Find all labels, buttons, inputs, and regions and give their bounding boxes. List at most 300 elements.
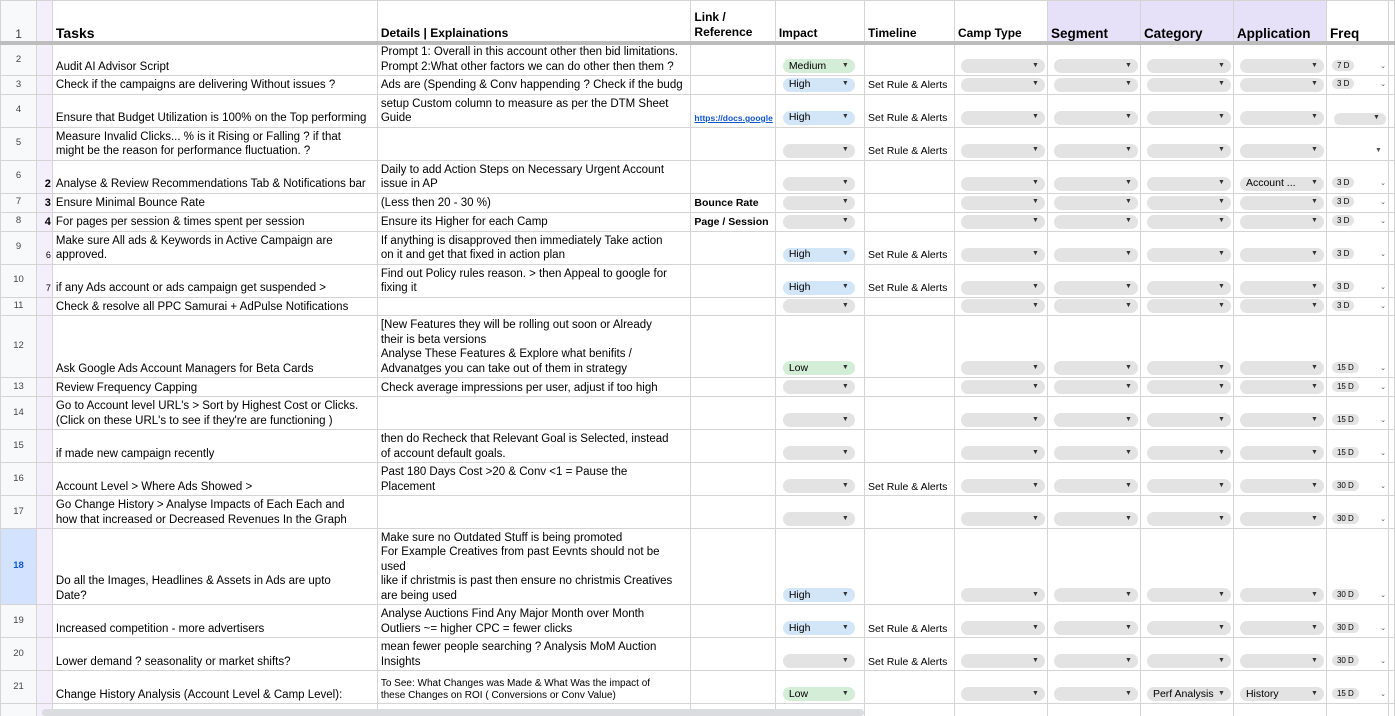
link-cell[interactable]: [691, 378, 775, 397]
timeline-cell[interactable]: [865, 529, 955, 605]
freq-dropdown[interactable]: 3 D: [1332, 177, 1354, 188]
row-number[interactable]: 20: [1, 638, 37, 671]
camp-type-cell[interactable]: [954, 316, 1047, 378]
freq-cell[interactable]: [1326, 76, 1388, 95]
timeline-cell[interactable]: [865, 212, 955, 231]
task-cell[interactable]: Ensure Minimal Bounce Rate: [52, 193, 377, 212]
link-cell[interactable]: [691, 127, 775, 160]
task-cell[interactable]: Do all the Images, Headlines & Assets in Ads are upto Date?: [52, 529, 377, 605]
link-cell[interactable]: [691, 94, 775, 127]
timeline-cell[interactable]: [865, 496, 955, 529]
header-timeline[interactable]: Timeline: [865, 1, 955, 43]
link-cell[interactable]: [691, 463, 775, 496]
application-dropdown[interactable]: [1240, 361, 1324, 375]
link-cell[interactable]: Bounce Rate: [691, 193, 775, 212]
segment-cell[interactable]: [1047, 212, 1140, 231]
reference-link[interactable]: https://docs.google: [694, 113, 773, 123]
application-cell[interactable]: [1233, 496, 1326, 529]
impact-dropdown[interactable]: High ▼: [783, 78, 855, 92]
impact-cell[interactable]: [775, 264, 864, 297]
freq-cell[interactable]: [1326, 94, 1388, 127]
segment-cell[interactable]: [1047, 160, 1140, 193]
application-dropdown[interactable]: [1240, 479, 1324, 493]
row-number[interactable]: 5: [1, 127, 37, 160]
header-details[interactable]: Details | Explainations: [377, 1, 691, 43]
camp-type-dropdown[interactable]: [961, 479, 1045, 493]
impact-dropdown[interactable]: [783, 196, 855, 210]
freq-cell[interactable]: [1326, 463, 1388, 496]
timeline-cell[interactable]: [865, 160, 955, 193]
segment-dropdown[interactable]: [1054, 687, 1138, 701]
segment-cell[interactable]: [1047, 76, 1140, 95]
row-number[interactable]: 17: [1, 496, 37, 529]
details-cell[interactable]: Analyse Auctions Find Any Major Month over Month Outliers ~= higher CPC = fewer clicks: [377, 605, 691, 638]
impact-cell[interactable]: [775, 671, 864, 704]
timeline-cell[interactable]: Set Rule & Alerts: [865, 127, 955, 160]
category-cell[interactable]: [1140, 605, 1233, 638]
camp-type-dropdown[interactable]: [961, 59, 1045, 73]
timeline-cell[interactable]: Set Rule & Alerts: [865, 264, 955, 297]
segment-dropdown[interactable]: [1054, 512, 1138, 526]
application-cell[interactable]: [1233, 231, 1326, 264]
application-cell[interactable]: [1233, 671, 1326, 704]
row-number[interactable]: 21: [1, 671, 37, 704]
freq-cell[interactable]: [1326, 193, 1388, 212]
impact-dropdown[interactable]: [783, 299, 855, 313]
impact-cell[interactable]: [775, 529, 864, 605]
link-cell[interactable]: [691, 231, 775, 264]
camp-type-dropdown[interactable]: [961, 512, 1045, 526]
impact-cell[interactable]: [775, 76, 864, 95]
camp-type-cell[interactable]: [954, 76, 1047, 95]
category-dropdown[interactable]: [1147, 281, 1231, 295]
link-cell[interactable]: [691, 496, 775, 529]
task-cell[interactable]: if any Ads account or ads campaign get suspended >: [52, 264, 377, 297]
details-cell[interactable]: Find out Policy rules reason. > then Appeal to google for fixing it: [377, 264, 691, 297]
segment-dropdown[interactable]: [1054, 299, 1138, 313]
row-number[interactable]: 6: [1, 160, 37, 193]
impact-cell[interactable]: [775, 94, 864, 127]
application-cell[interactable]: [1233, 463, 1326, 496]
details-cell[interactable]: [New Features they will be rolling out soon or Already their is beta versions Analyse These Features & Explore what benifits / Advanatges you can take out of them in strategy: [377, 316, 691, 378]
timeline-cell[interactable]: [865, 43, 955, 76]
segment-dropdown[interactable]: [1054, 248, 1138, 262]
segment-cell[interactable]: [1047, 605, 1140, 638]
camp-type-dropdown[interactable]: [961, 687, 1045, 701]
freq-cell[interactable]: [1326, 671, 1388, 704]
application-dropdown[interactable]: [1240, 512, 1324, 526]
camp-type-cell[interactable]: [954, 43, 1047, 76]
camp-type-cell[interactable]: [954, 94, 1047, 127]
details-cell[interactable]: (Less then 20 - 30 %): [377, 193, 691, 212]
impact-dropdown[interactable]: High ▼: [783, 621, 855, 635]
camp-type-dropdown[interactable]: [961, 177, 1045, 191]
application-cell[interactable]: [1233, 43, 1326, 76]
freq-dropdown[interactable]: 15 D: [1332, 688, 1359, 699]
segment-dropdown[interactable]: [1054, 78, 1138, 92]
camp-type-dropdown[interactable]: [961, 446, 1045, 460]
category-dropdown[interactable]: [1147, 59, 1231, 73]
impact-dropdown[interactable]: Medium ▼: [783, 59, 855, 73]
segment-cell[interactable]: [1047, 430, 1140, 463]
row-number[interactable]: 7: [1, 193, 37, 212]
impact-cell[interactable]: [775, 378, 864, 397]
camp-type-cell[interactable]: [954, 671, 1047, 704]
application-cell[interactable]: [1233, 297, 1326, 316]
camp-type-dropdown[interactable]: [961, 380, 1045, 394]
application-cell[interactable]: [1233, 638, 1326, 671]
row-number[interactable]: 12: [1, 316, 37, 378]
category-dropdown[interactable]: [1147, 215, 1231, 229]
segment-cell[interactable]: [1047, 529, 1140, 605]
timeline-cell[interactable]: [865, 430, 955, 463]
row-number[interactable]: 19: [1, 605, 37, 638]
impact-dropdown[interactable]: [783, 446, 855, 460]
caret-down-icon[interactable]: ▼: [1375, 147, 1382, 154]
category-cell[interactable]: [1140, 397, 1233, 430]
impact-dropdown[interactable]: [783, 380, 855, 394]
camp-type-dropdown[interactable]: [961, 654, 1045, 668]
details-cell[interactable]: [377, 397, 691, 430]
category-dropdown[interactable]: [1147, 248, 1231, 262]
application-dropdown[interactable]: History ▼: [1240, 687, 1324, 701]
freq-dropdown[interactable]: 15 D: [1332, 447, 1359, 458]
task-cell[interactable]: Change History Analysis (Account Level & Camp Level):: [52, 671, 377, 704]
task-cell[interactable]: Review Frequency Capping: [52, 378, 377, 397]
impact-cell[interactable]: [775, 463, 864, 496]
horizontal-scrollbar[interactable]: [42, 709, 864, 716]
segment-cell[interactable]: [1047, 43, 1140, 76]
camp-type-cell[interactable]: [954, 529, 1047, 605]
category-cell[interactable]: [1140, 231, 1233, 264]
segment-dropdown[interactable]: [1054, 654, 1138, 668]
camp-type-dropdown[interactable]: [961, 299, 1045, 313]
application-dropdown[interactable]: [1240, 621, 1324, 635]
category-dropdown[interactable]: [1147, 196, 1231, 210]
freq-cell[interactable]: [1326, 297, 1388, 316]
row-number[interactable]: 2: [1, 43, 37, 76]
segment-dropdown[interactable]: [1054, 177, 1138, 191]
timeline-cell[interactable]: Set Rule & Alerts: [865, 638, 955, 671]
category-dropdown[interactable]: [1147, 78, 1231, 92]
application-cell[interactable]: [1233, 529, 1326, 605]
segment-cell[interactable]: [1047, 397, 1140, 430]
segment-cell[interactable]: [1047, 638, 1140, 671]
freq-cell[interactable]: [1326, 316, 1388, 378]
segment-dropdown[interactable]: [1054, 588, 1138, 602]
link-cell[interactable]: [691, 529, 775, 605]
impact-cell[interactable]: [775, 160, 864, 193]
row-number[interactable]: 15: [1, 430, 37, 463]
task-cell[interactable]: Ask Google Ads Account Managers for Beta Cards: [52, 316, 377, 378]
camp-type-dropdown[interactable]: [961, 413, 1045, 427]
freq-cell[interactable]: [1326, 430, 1388, 463]
segment-cell[interactable]: [1047, 231, 1140, 264]
application-dropdown[interactable]: [1240, 248, 1324, 262]
application-dropdown[interactable]: [1240, 281, 1324, 295]
freq-dropdown[interactable]: 30 D: [1332, 655, 1359, 666]
camp-type-cell[interactable]: [954, 297, 1047, 316]
freq-dropdown[interactable]: 15 D: [1332, 362, 1359, 373]
category-dropdown[interactable]: [1147, 361, 1231, 375]
application-dropdown[interactable]: [1240, 196, 1324, 210]
impact-cell[interactable]: [775, 605, 864, 638]
freq-cell[interactable]: [1326, 127, 1388, 160]
camp-type-cell[interactable]: [954, 496, 1047, 529]
application-dropdown[interactable]: [1240, 413, 1324, 427]
timeline-cell[interactable]: [865, 316, 955, 378]
timeline-cell[interactable]: [865, 193, 955, 212]
impact-dropdown[interactable]: [783, 177, 855, 191]
segment-dropdown[interactable]: [1054, 380, 1138, 394]
details-cell[interactable]: Prompt 1: Overall in this account other then bid limitations. Prompt 2:What other factors we can do other then them ?: [377, 43, 691, 76]
freq-dropdown[interactable]: 30 D: [1332, 480, 1359, 491]
header-segment[interactable]: Segment: [1047, 1, 1140, 43]
camp-type-cell[interactable]: [954, 605, 1047, 638]
impact-cell[interactable]: [775, 316, 864, 378]
freq-dropdown[interactable]: 30 D: [1332, 513, 1359, 524]
link-cell[interactable]: [691, 671, 775, 704]
impact-dropdown[interactable]: [783, 654, 855, 668]
row-number[interactable]: 4: [1, 94, 37, 127]
task-cell[interactable]: if made new campaign recently: [52, 430, 377, 463]
details-cell[interactable]: Past 180 Days Cost >20 & Conv <1 = Pause the Placement: [377, 463, 691, 496]
task-cell[interactable]: Go to Account level URL's > Sort by Highest Cost or Clicks. (Click on these URL's to see if they're are functioning ): [52, 397, 377, 430]
row-number[interactable]: 11: [1, 297, 37, 316]
impact-dropdown[interactable]: [783, 479, 855, 493]
category-cell[interactable]: [1140, 193, 1233, 212]
row-number[interactable]: 3: [1, 76, 37, 95]
application-cell[interactable]: [1233, 397, 1326, 430]
timeline-cell[interactable]: [865, 397, 955, 430]
freq-dropdown[interactable]: [1334, 113, 1386, 125]
link-cell[interactable]: [691, 638, 775, 671]
impact-dropdown[interactable]: High ▼: [783, 281, 855, 295]
impact-cell[interactable]: [775, 231, 864, 264]
timeline-cell[interactable]: Set Rule & Alerts: [865, 94, 955, 127]
camp-type-cell[interactable]: [954, 638, 1047, 671]
camp-type-dropdown[interactable]: [961, 248, 1045, 262]
timeline-cell[interactable]: Set Rule & Alerts: [865, 231, 955, 264]
freq-cell[interactable]: [1326, 212, 1388, 231]
category-dropdown[interactable]: [1147, 588, 1231, 602]
link-cell[interactable]: Page / Session: [691, 212, 775, 231]
impact-cell[interactable]: [775, 496, 864, 529]
link-cell[interactable]: [691, 430, 775, 463]
application-cell[interactable]: [1233, 378, 1326, 397]
link-cell[interactable]: [691, 605, 775, 638]
timeline-cell[interactable]: Set Rule & Alerts: [865, 463, 955, 496]
details-cell[interactable]: Ensure its Higher for each Camp: [377, 212, 691, 231]
impact-cell[interactable]: [775, 127, 864, 160]
camp-type-cell[interactable]: [954, 430, 1047, 463]
freq-dropdown[interactable]: 30 D: [1332, 622, 1359, 633]
category-cell[interactable]: [1140, 264, 1233, 297]
segment-cell[interactable]: [1047, 378, 1140, 397]
category-cell[interactable]: [1140, 529, 1233, 605]
application-dropdown[interactable]: [1240, 380, 1324, 394]
row-number[interactable]: 8: [1, 212, 37, 231]
details-cell[interactable]: Ads are (Spending & Conv happending ? Check if the budg: [377, 76, 691, 95]
camp-type-cell[interactable]: [954, 397, 1047, 430]
timeline-cell[interactable]: [865, 378, 955, 397]
timeline-cell[interactable]: Set Rule & Alerts: [865, 605, 955, 638]
freq-dropdown[interactable]: 3 D: [1332, 300, 1354, 311]
application-cell[interactable]: [1233, 127, 1326, 160]
application-dropdown[interactable]: [1240, 215, 1324, 229]
application-cell[interactable]: [1233, 160, 1326, 193]
freq-cell[interactable]: [1326, 638, 1388, 671]
category-cell[interactable]: [1140, 316, 1233, 378]
impact-cell[interactable]: [775, 43, 864, 76]
segment-dropdown[interactable]: [1054, 621, 1138, 635]
segment-cell[interactable]: [1047, 463, 1140, 496]
category-cell[interactable]: [1140, 378, 1233, 397]
segment-cell[interactable]: [1047, 193, 1140, 212]
impact-cell[interactable]: [775, 212, 864, 231]
segment-dropdown[interactable]: [1054, 144, 1138, 158]
impact-dropdown[interactable]: [783, 413, 855, 427]
link-cell[interactable]: [691, 76, 775, 95]
task-cell[interactable]: Go Change History > Analyse Impacts of Each Each and how that increased or Decreased Revenues In the Graph: [52, 496, 377, 529]
details-cell[interactable]: [377, 127, 691, 160]
category-dropdown[interactable]: [1147, 621, 1231, 635]
row-number[interactable]: 14: [1, 397, 37, 430]
freq-dropdown[interactable]: 15 D: [1332, 381, 1359, 392]
segment-dropdown[interactable]: [1054, 361, 1138, 375]
impact-cell[interactable]: [775, 397, 864, 430]
category-cell[interactable]: [1140, 430, 1233, 463]
camp-type-cell[interactable]: [954, 127, 1047, 160]
camp-type-cell[interactable]: [954, 463, 1047, 496]
application-dropdown[interactable]: [1240, 446, 1324, 460]
link-cell[interactable]: [691, 316, 775, 378]
category-cell[interactable]: [1140, 212, 1233, 231]
application-cell[interactable]: [1233, 430, 1326, 463]
application-dropdown[interactable]: [1240, 654, 1324, 668]
category-cell[interactable]: [1140, 297, 1233, 316]
camp-type-cell[interactable]: [954, 212, 1047, 231]
freq-cell[interactable]: [1326, 378, 1388, 397]
task-cell[interactable]: Analyse & Review Recommendations Tab & Notifications bar: [52, 160, 377, 193]
details-cell[interactable]: If anything is disapproved then immediately Take action on it and get that fixed in action plan: [377, 231, 691, 264]
category-cell[interactable]: [1140, 127, 1233, 160]
segment-cell[interactable]: [1047, 297, 1140, 316]
task-cell[interactable]: Lower demand ? seasonality or market shifts?: [52, 638, 377, 671]
impact-dropdown[interactable]: Low ▼: [783, 361, 855, 375]
category-dropdown[interactable]: [1147, 299, 1231, 313]
camp-type-dropdown[interactable]: [961, 215, 1045, 229]
segment-cell[interactable]: [1047, 264, 1140, 297]
camp-type-cell[interactable]: [954, 193, 1047, 212]
category-cell[interactable]: [1140, 76, 1233, 95]
impact-dropdown[interactable]: [783, 512, 855, 526]
row-number[interactable]: 16: [1, 463, 37, 496]
freq-cell[interactable]: [1326, 397, 1388, 430]
freq-cell[interactable]: [1326, 605, 1388, 638]
application-dropdown[interactable]: [1240, 144, 1324, 158]
application-cell[interactable]: [1233, 264, 1326, 297]
impact-dropdown[interactable]: [783, 144, 855, 158]
task-cell[interactable]: Check & resolve all PPC Samurai + AdPulse Notifications: [52, 297, 377, 316]
task-cell[interactable]: Measure Invalid Clicks... % is it Rising or Falling ? if that might be the reason for performance fluctuation. ?: [52, 127, 377, 160]
row-number[interactable]: 10: [1, 264, 37, 297]
impact-dropdown[interactable]: High ▼: [783, 111, 855, 125]
category-dropdown[interactable]: [1147, 479, 1231, 493]
timeline-cell[interactable]: [865, 671, 955, 704]
header-application[interactable]: Application: [1233, 1, 1326, 43]
impact-dropdown[interactable]: Low ▼: [783, 687, 855, 701]
freq-cell[interactable]: [1326, 231, 1388, 264]
camp-type-dropdown[interactable]: [961, 111, 1045, 125]
details-cell[interactable]: To See: What Changes was Made & What Was the impact of these Changes on ROI ( Conversions or Conv Value): [377, 671, 691, 704]
category-cell[interactable]: [1140, 160, 1233, 193]
camp-type-cell[interactable]: [954, 378, 1047, 397]
details-cell[interactable]: setup Custom column to measure as per the DTM Sheet Guide: [377, 94, 691, 127]
freq-dropdown[interactable]: 3 D: [1332, 248, 1354, 259]
task-cell[interactable]: Ensure that Budget Utilization is 100% on the Top performing: [52, 94, 377, 127]
details-cell[interactable]: [377, 496, 691, 529]
link-cell[interactable]: [691, 397, 775, 430]
link-cell[interactable]: [691, 297, 775, 316]
category-cell[interactable]: [1140, 43, 1233, 76]
task-cell[interactable]: Increased competition - more advertisers: [52, 605, 377, 638]
freq-dropdown[interactable]: 3 D: [1332, 215, 1354, 226]
details-cell[interactable]: Daily to add Action Steps on Necessary Urgent Account issue in AP: [377, 160, 691, 193]
category-dropdown[interactable]: [1147, 380, 1231, 394]
application-dropdown[interactable]: [1240, 588, 1324, 602]
freq-dropdown[interactable]: 7 D: [1332, 60, 1354, 71]
freq-cell[interactable]: [1326, 264, 1388, 297]
impact-cell[interactable]: [775, 638, 864, 671]
details-cell[interactable]: then do Recheck that Relevant Goal is Selected, instead of account default goals.: [377, 430, 691, 463]
row-number[interactable]: 18: [1, 529, 37, 605]
freq-dropdown[interactable]: 3 D: [1332, 281, 1354, 292]
category-dropdown[interactable]: Perf Analysis ▼: [1147, 687, 1231, 701]
freq-dropdown[interactable]: 3 D: [1332, 196, 1354, 207]
camp-type-dropdown[interactable]: [961, 144, 1045, 158]
impact-dropdown[interactable]: High ▼: [783, 588, 855, 602]
application-dropdown[interactable]: [1240, 111, 1324, 125]
segment-dropdown[interactable]: [1054, 413, 1138, 427]
details-cell[interactable]: Check average impressions per user, adjust if too high: [377, 378, 691, 397]
freq-dropdown[interactable]: 3 D: [1332, 78, 1354, 89]
category-dropdown[interactable]: [1147, 413, 1231, 427]
segment-cell[interactable]: [1047, 316, 1140, 378]
impact-cell[interactable]: [775, 430, 864, 463]
header-freq[interactable]: Freq: [1326, 1, 1388, 43]
link-cell[interactable]: [691, 264, 775, 297]
category-dropdown[interactable]: [1147, 177, 1231, 191]
segment-dropdown[interactable]: [1054, 196, 1138, 210]
segment-dropdown[interactable]: [1054, 281, 1138, 295]
segment-cell[interactable]: [1047, 671, 1140, 704]
row-number[interactable]: 1: [1, 1, 37, 43]
camp-type-dropdown[interactable]: [961, 361, 1045, 375]
row-number[interactable]: 9: [1, 231, 37, 264]
freq-dropdown[interactable]: 15 D: [1332, 414, 1359, 425]
category-dropdown[interactable]: [1147, 654, 1231, 668]
task-cell[interactable]: For pages per session & times spent per session: [52, 212, 377, 231]
camp-type-dropdown[interactable]: [961, 281, 1045, 295]
header-category[interactable]: Category: [1140, 1, 1233, 43]
segment-cell[interactable]: [1047, 94, 1140, 127]
application-dropdown[interactable]: [1240, 59, 1324, 73]
application-cell[interactable]: [1233, 76, 1326, 95]
impact-dropdown[interactable]: [783, 215, 855, 229]
task-cell[interactable]: Audit AI Advisor Script: [52, 43, 377, 76]
category-cell[interactable]: [1140, 463, 1233, 496]
